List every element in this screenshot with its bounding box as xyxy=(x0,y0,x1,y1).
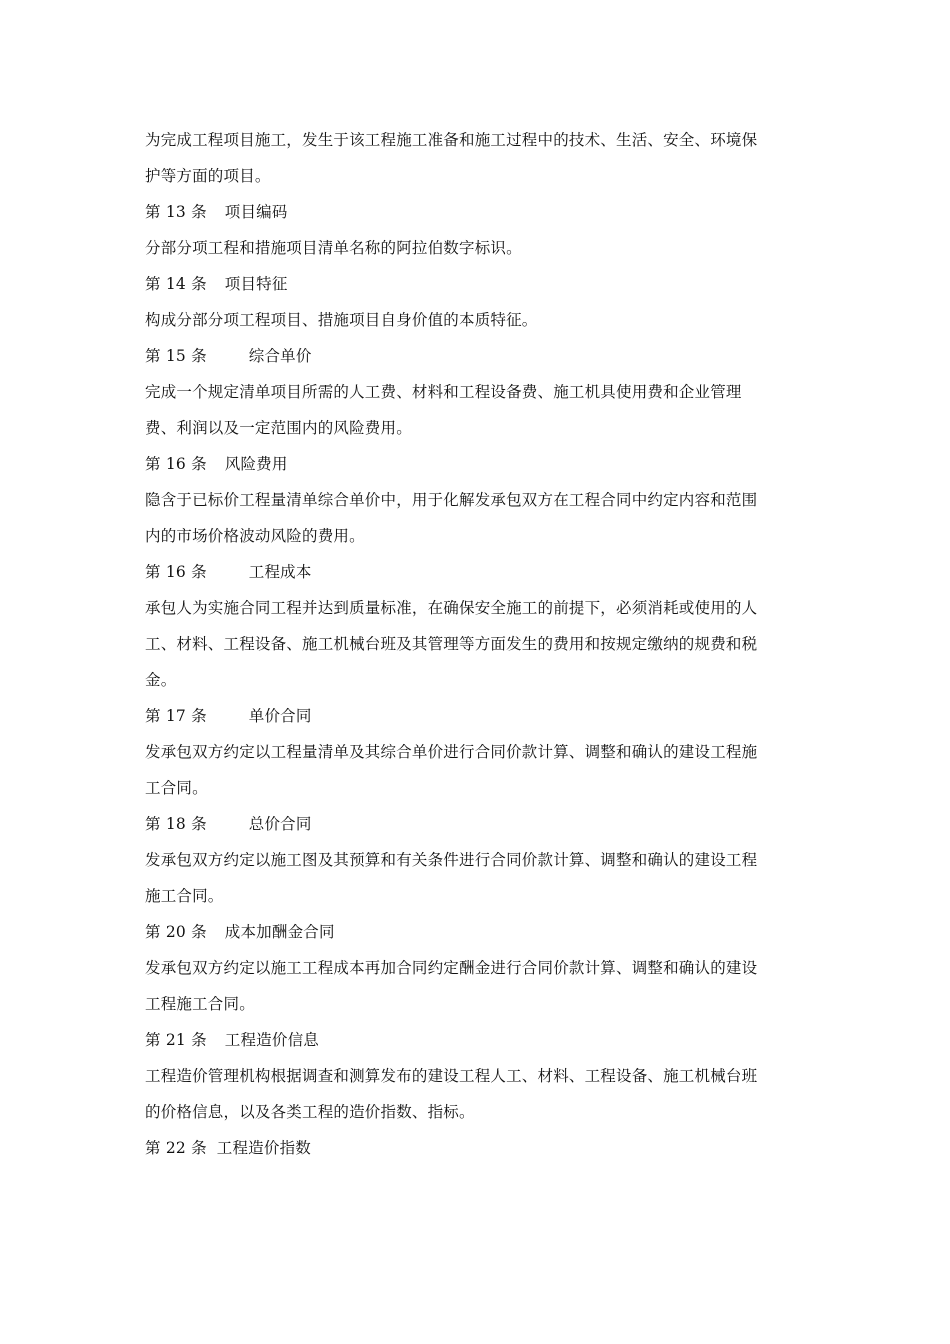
paragraph-line: 发承包双方约定以工程量清单及其综合单价进行合同价款计算、调整和确认的建设工程施 xyxy=(145,743,758,761)
paragraph-line: 发承包双方约定以施工图及其预算和有关条件进行合同价款计算、调整和确认的建设工程 xyxy=(145,851,758,869)
article-number: 第 17 条 xyxy=(145,707,207,725)
article-heading-22 xyxy=(145,1136,825,1160)
paragraph-line: 分部分项工程和措施项目清单名称的阿拉伯数字标识。 xyxy=(145,239,522,257)
paragraph-line: 费、利润以及一定范围内的风险费用。 xyxy=(145,419,412,437)
article-heading-14 xyxy=(145,272,825,296)
paragraph-line: 发承包双方约定以施工工程成本再加合同约定酬金进行合同价款计算、调整和确认的建设 xyxy=(145,959,758,977)
paragraph-line: 工、材料、工程设备、施工机械台班及其管理等方面发生的费用和按规定缴纳的规费和税 xyxy=(145,635,758,653)
article-title: 工程造价信息 xyxy=(224,1031,319,1049)
paragraph-line: 内的市场价格波动风险的费用。 xyxy=(145,527,365,545)
article-heading-21 xyxy=(145,1028,825,1052)
article-title: 工程造价指数 xyxy=(216,1139,311,1157)
article-number: 第 18 条 xyxy=(145,815,207,833)
paragraph-line: 工程施工合同。 xyxy=(145,995,255,1013)
paragraph-line: 为完成工程项目施工，发生于该工程施工准备和施工过程中的技术、生活、安全、环境保 xyxy=(145,131,758,149)
article-title: 项目特征 xyxy=(224,275,288,293)
article-heading-15 xyxy=(145,344,825,368)
article-title: 风险费用 xyxy=(224,455,288,473)
article-number: 第 20 条 xyxy=(145,923,207,941)
article-number: 第 16 条 xyxy=(145,563,207,581)
article-title: 总价合同 xyxy=(248,815,312,833)
paragraph-line: 金。 xyxy=(145,671,177,689)
article-number: 第 14 条 xyxy=(145,275,207,293)
paragraph-line: 构成分部分项工程项目、措施项目自身价值的本质特征。 xyxy=(145,311,538,329)
article-number: 第 15 条 xyxy=(145,347,207,365)
article-number: 第 16 条 xyxy=(145,455,207,473)
paragraph-line: 施工合同。 xyxy=(145,887,224,905)
article-title: 单价合同 xyxy=(248,707,312,725)
paragraph-line: 的价格信息，以及各类工程的造价指数、指标。 xyxy=(145,1103,475,1121)
article-heading-17 xyxy=(145,704,825,728)
paragraph-line: 工合同。 xyxy=(145,779,208,797)
paragraph-line: 隐含于已标价工程量清单综合单价中，用于化解发承包双方在工程合同中约定内容和范围 xyxy=(145,491,758,509)
article-number: 第 13 条 xyxy=(145,203,207,221)
article-title: 综合单价 xyxy=(248,347,312,365)
article-title: 项目编码 xyxy=(224,203,288,221)
paragraph-line: 承包人为实施合同工程并达到质量标准，在确保安全施工的前提下，必须消耗或使用的人 xyxy=(145,599,758,617)
article-heading-16b xyxy=(145,560,825,584)
article-heading-13 xyxy=(145,200,825,224)
article-number: 第 21 条 xyxy=(145,1031,207,1049)
article-heading-20 xyxy=(145,920,825,944)
article-heading-16a xyxy=(145,452,825,476)
article-number: 第 22 条 xyxy=(145,1139,207,1157)
paragraph-line: 工程造价管理机构根据调查和测算发布的建设工程人工、材料、工程设备、施工机械台班 xyxy=(145,1067,758,1085)
article-title: 成本加酬金合同 xyxy=(224,923,335,941)
article-title: 工程成本 xyxy=(248,563,312,581)
paragraph-line: 护等方面的项目。 xyxy=(145,167,271,185)
paragraph-line: 完成一个规定清单项目所需的人工费、材料和工程设备费、施工机具使用费和企业管理 xyxy=(145,383,742,401)
article-heading-18 xyxy=(145,812,825,836)
